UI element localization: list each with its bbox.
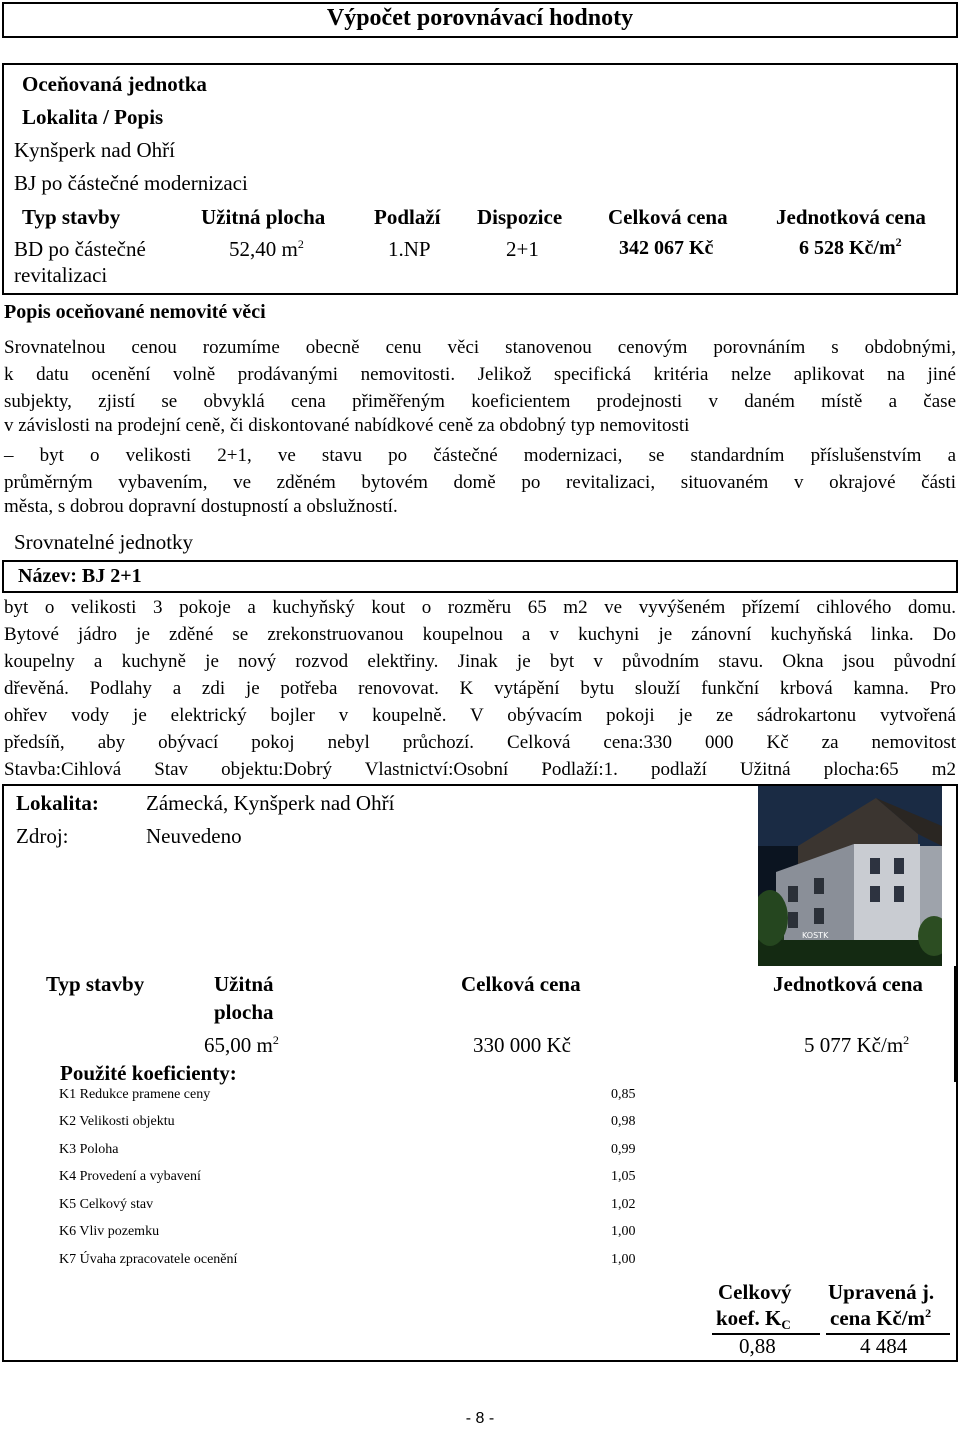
comp-area: 65,00 $m^2$ xyxy=(204,1033,279,1057)
coef-label: K5 Celkový stav xyxy=(59,1197,154,1212)
description-line: k datu ocenění volně prodávanými nemovitosti. Jelikož specifická kritéria nelze aplikovat na jiné xyxy=(4,364,956,385)
coef-value: 1,02 xyxy=(611,1197,636,1212)
subject-typ-line2: revitalizaci xyxy=(14,263,108,287)
coef-label: K6 Vliv pozemku xyxy=(59,1224,160,1239)
col-uzitna-plocha: Užitná plocha xyxy=(201,205,326,229)
description-heading: Popis oceňované nemovité věci xyxy=(4,301,266,323)
subject-floor: 1.NP xyxy=(388,237,431,261)
comparable-line: byt o velikosti 3 pokoje a kuchyňský kout o rozměru 65 m2 ve vyvýšeném přízemí cihlového domu. xyxy=(4,597,956,618)
adj-label-1: Upravená j. xyxy=(828,1280,935,1304)
comparable-line: koupelny a kuchyně je nový rozvod elektřiny. Jinak je byt v původním stavu. Okna jsou původní xyxy=(4,651,956,672)
coef-label: K2 Velikosti objektu xyxy=(59,1114,175,1129)
page-title: Výpočet porovnávací hodnoty xyxy=(326,5,634,31)
description-line: Srovnatelnou cenou rozumíme obecně cenu věci stanovenou cenovým porovnáním s obdobnými, xyxy=(4,337,956,358)
coef-value: 1,00 xyxy=(611,1224,636,1239)
subject-heading: Oceňovaná jednotka xyxy=(22,72,207,96)
coef-label: K3 Poloha xyxy=(59,1142,119,1157)
coef-label: K7 Úvaha zpracovatele ocenění xyxy=(59,1252,238,1267)
coef-value: 1,05 xyxy=(611,1169,636,1184)
comp-col-unit: Jednotková cena xyxy=(773,972,923,996)
comparable-zdroj-value: Neuvedeno xyxy=(146,824,242,848)
building-photo xyxy=(758,786,942,966)
comparable-line: ohřev vody je elektrický bojler v koupelně. V obývacím pokoji je ze sádrokartonu vytvořená xyxy=(4,705,956,726)
col-typ-stavby: Typ stavby xyxy=(22,205,121,229)
description-line: – byt o velikosti 2+1, ve stavu po částečné modernizaci, se standardním příslušenstvím a xyxy=(4,445,956,466)
comparable-name: Název: BJ 2+1 xyxy=(18,565,142,587)
adj-label-2: cena $Kč/m^2$ xyxy=(830,1306,932,1330)
comparable-line: dřevěná. Podlahy a zdi je potřeba renovovat. K vytápění bytu slouží funkční krbová kamna. Pro xyxy=(4,678,956,699)
col-dispozice: Dispozice xyxy=(477,205,563,229)
comparables-heading: Srovnatelné jednotky xyxy=(14,530,194,554)
kc-label-1: Celkový xyxy=(718,1280,792,1304)
col-podlazi: Podlaží xyxy=(374,205,441,229)
comp-col-typ: Typ stavby xyxy=(46,972,145,996)
photo-caption: KOSTK xyxy=(802,931,829,940)
comparable-name-box xyxy=(2,560,958,593)
comparable-lokalita-label: Lokalita: xyxy=(16,791,99,815)
coef-value: 0,85 xyxy=(611,1087,636,1102)
adj-value: 4 484 xyxy=(860,1334,908,1358)
subject-area: 52,40 $m^2$ xyxy=(229,237,304,261)
description-line: průměrným vybavením, ve zděném bytovém domě po revitalizaci, situovaném v okrajové části xyxy=(4,472,956,493)
comp-col-total: Celková cena xyxy=(461,972,581,996)
description-line: v závislosti na prodejní ceně, či diskontované nabídkové ceně za obdobný typ nemovitosti xyxy=(4,415,690,436)
coef-label: K4 Provedení a vybavení xyxy=(59,1169,201,1184)
subject-desc: BJ po částečné modernizaci xyxy=(14,171,248,195)
subject-typ-line1: BD po částečné xyxy=(14,237,146,261)
subject-layout: 2+1 xyxy=(506,237,539,261)
table-right-border xyxy=(954,966,956,1082)
kc-value: 0,88 xyxy=(739,1334,776,1358)
coef-value: 1,00 xyxy=(611,1252,636,1267)
subject-lokalita-label: Lokalita / Popis xyxy=(22,105,164,129)
comp-unit: 5 077 $Kč/m^2$ xyxy=(804,1033,910,1057)
subject-total-price: 342 067 Kč xyxy=(619,237,714,259)
comparable-line: Bytové jádro je zděné se zrekonstruovanou koupelnou a v kuchyni je zánovní kuchyňská linka. Do xyxy=(4,624,956,645)
coef-label: K1 Redukce pramene ceny xyxy=(59,1087,211,1102)
comparable-zdroj-label: Zdroj: xyxy=(16,824,69,848)
page-number: - 8 - xyxy=(465,1410,495,1427)
comparable-line: Stavba:Cihlová Stav objektu:Dobrý Vlastnictví:Osobní Podlaží:1. podlaží Užitná plocha:65 m2 xyxy=(4,759,956,780)
coef-value: 0,98 xyxy=(611,1114,636,1129)
comp-total: 330 000 Kč xyxy=(473,1033,571,1057)
coef-value: 0,99 xyxy=(611,1142,636,1157)
comparable-lokalita-value: Zámecká, Kynšperk nad Ohří xyxy=(146,791,395,815)
col-jednotkova-cena: Jednotková cena xyxy=(776,205,926,229)
kc-label-2: koef. $K_C$ xyxy=(716,1306,791,1332)
description-line: subjekty, zjistí se obvyklá cena přiměřeným koeficientem prodejnosti v daném místě a čase xyxy=(4,391,956,412)
comparable-line: předsíň, aby obývací pokoj nebyl průchozí. Celková cena:330 000 Kč za nemovitost xyxy=(4,732,956,753)
col-celkova-cena: Celková cena xyxy=(608,205,728,229)
coef-heading: Použité koeficienty: xyxy=(60,1061,237,1085)
comp-col-area-2: plocha xyxy=(214,1000,274,1024)
description-line: města, s dobrou dopravní dostupností a obslužností. xyxy=(4,496,398,517)
comp-col-area-1: Užitná xyxy=(214,972,274,996)
subject-unit-price: 6 528 $Kč/m^2$ xyxy=(799,235,902,259)
subject-place: Kynšperk nad Ohří xyxy=(14,138,175,162)
